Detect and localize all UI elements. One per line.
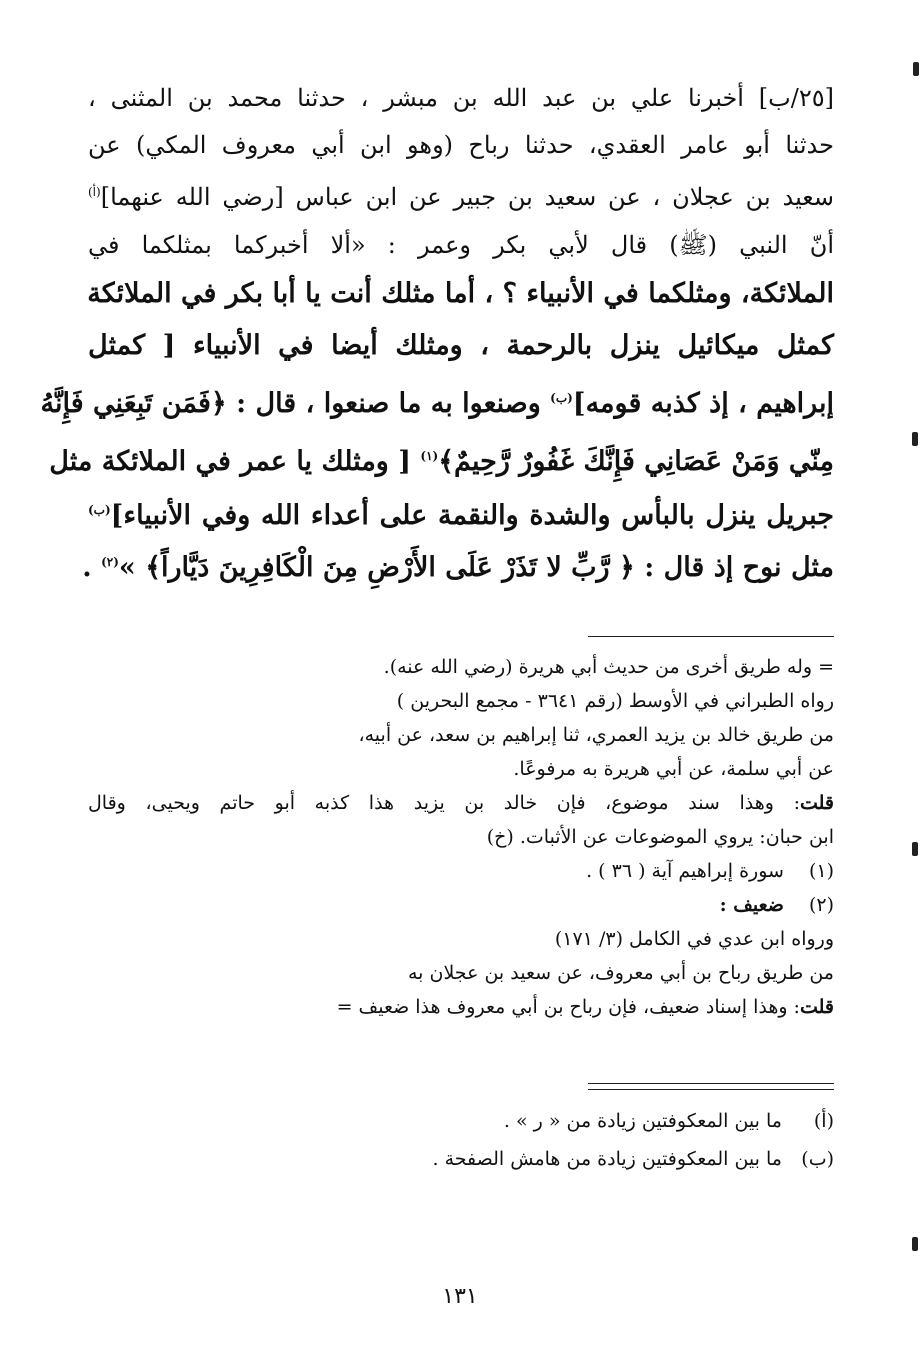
main-text-line-5: الملائكة، ومثلكما في الأنبياء ؟ ، أما مثلك أنت يا أبا بكر في الملائكة (87, 278, 834, 309)
edition-notes-separator-top (588, 1083, 834, 1084)
footnote-line-6: ابن حبان: يروي الموضوعات عن الأثبات. (خ) (486, 826, 834, 848)
main-text-line-7: إبراهيم ، إذ كذبه قومه]$^{(ب)}$ وصنعوا به ما صنعوا ، قال : ﴿فَمَن تَبِعَنِي فَإِنَّهُ (40, 388, 834, 419)
scan-edge-mark (912, 432, 918, 446)
edition-note-ba: (ب) ما بين المعكوفتين زيادة من هامش الصفحة . (432, 1148, 834, 1170)
footnote-ref-2: (٢) (101, 555, 119, 569)
footnote-line-1: = وله طريق أخرى من حديث أبي هريرة (رضي الله عنه). (383, 656, 834, 678)
scan-edge-mark (913, 62, 919, 76)
scan-edge-mark (912, 1237, 918, 1251)
main-text-line-2: حدثنا أبو عامر العقدي، حدثنا رباح (وهو ابن أبي معروف المكي) عن (88, 131, 834, 159)
note-ref-ba-2: (ب) (88, 503, 111, 517)
edition-note-alif: (أ) ما بين المعكوفتين زيادة من « ر » . (503, 1110, 834, 1132)
note-ref-alif: (أ) (88, 185, 101, 199)
footnote-line-5: قلت: وهذا سند موضوع، فإن خالد بن يزيد هذا كذبه أبو حاتم ويحيى، وقال (88, 792, 834, 814)
main-text-line-3: سعيد بن عجلان ، عن سعيد بن جبير عن ابن عباس [رضي الله عنهما]$^{(أ)}$ (88, 183, 834, 211)
footnote-line-11: قلت: وهذا إسناد ضعيف، فإن رباح بن أبي معروف هذا ضعيف = (336, 996, 834, 1018)
scan-edge-mark (912, 842, 918, 856)
footnote-line-2: رواه الطبراني في الأوسط (رقم ٣٦٤١ - مجمع البحرين ) (396, 690, 834, 712)
main-text-line-6: كمثل ميكائيل ينزل بالرحمة ، ومثلك أيضا في الأنبياء [ كمثل (88, 330, 834, 361)
main-text-line-1: [٢٥/ب] أخبرنا علي بن عبد الله بن مبشر ، حدثنا محمد بن المثنى ، (88, 84, 835, 112)
footnote-separator (588, 636, 834, 637)
edition-notes-separator-bottom (588, 1089, 834, 1090)
main-text-line-10: مثل نوح إذ قال : ﴿ رَّبِّ لا تَذَرْ عَلَى الأَرْضِ مِنَ الْكَافِرِينَ دَيَّاراً﴾ »$^{(٢)}$ . (82, 552, 834, 583)
footnote-ref-1: (١) (420, 449, 439, 463)
footnote-line-10: من طريق رباح بن أبي معروف، عن سعيد بن عجلان به (408, 962, 834, 984)
main-text-line-4: أنّ النبي (ﷺ) قال لأبي بكر وعمر : «ألا أخبركما بمثلكما في (88, 231, 834, 259)
main-text-line-8: مِنّي وَمَنْ عَصَانِي فَإِنَّكَ غَفُورٌ رَّحِيمٌ﴾$^{(١)}$ [ ومثلك يا عمر في الملائكة مثل (49, 446, 834, 477)
footnote-1: (١) سورة إبراهيم آية ( ٣٦ ) . (586, 860, 834, 882)
footnote-line-9: ورواه ابن عدي في الكامل (٣/ ١٧١) (554, 928, 834, 950)
footnote-line-3: من طريق خالد بن يزيد العمري، ثنا إبراهيم بن سعد، عن أبيه، (358, 724, 834, 746)
footnote-2: (٢) ضعيف : (719, 894, 834, 916)
note-ref-ba: (ب) (550, 391, 573, 405)
footnote-line-4: عن أبي سلمة، عن أبي هريرة به مرفوعًا. (513, 758, 834, 780)
main-text-line-9: جبريل ينزل بالبأس والشدة والنقمة على أعداء الله وفي الأنبياء]$^{(ب)}$ (88, 500, 834, 531)
page-number: ١٣١ (442, 1284, 478, 1309)
